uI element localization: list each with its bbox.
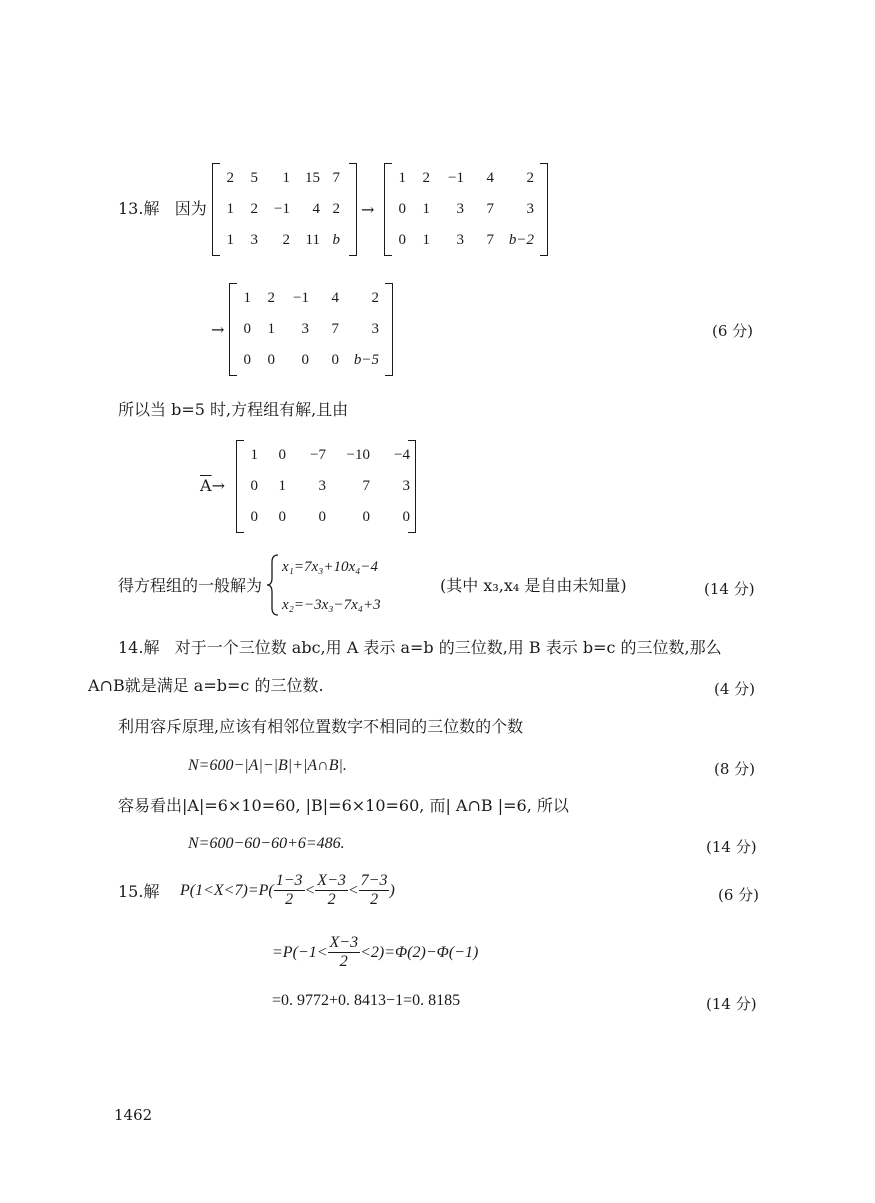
matrix-cell: 1: [422, 232, 430, 248]
matrix-cell: 0: [243, 321, 251, 337]
matrix-cell: −4: [394, 447, 410, 463]
matrix-cell: 2: [371, 290, 379, 306]
matrix-cell: 2: [332, 201, 340, 217]
problem-14-label: [118, 640, 722, 656]
score-14-a: (4 分): [714, 680, 756, 698]
matrix-cell: 3: [456, 232, 464, 248]
matrix-cell: 7: [331, 321, 339, 337]
matrix-cell: 1: [243, 290, 251, 306]
matrix-cell: b−2: [508, 232, 534, 248]
matrix-cell: 1: [282, 170, 290, 186]
matrix-cell: 3: [371, 321, 379, 337]
arrow-1: →: [361, 200, 375, 219]
matrix-cell: 0: [331, 352, 339, 368]
problem-14-line3: 利用容斥原理,应该有相邻位置数字不相同的三位数的个数: [118, 717, 524, 736]
matrix-cell: b: [332, 232, 340, 248]
fraction-3-denominator: 2: [370, 890, 379, 908]
matrix-cell: 1: [250, 447, 258, 463]
matrix-cell: 2: [267, 290, 275, 306]
a-bar-symbol: $\overline{A}$: [200, 476, 212, 495]
equation-x2: x₂=−3x₃−7x₄+3: [282, 597, 381, 613]
matrix-cell: 7: [486, 232, 494, 248]
fraction-1-numerator: 1−3: [275, 872, 303, 889]
matrix-grid: [220, 163, 349, 256]
matrix-cell: 1: [422, 201, 430, 217]
probability-line-2: [272, 934, 478, 971]
probability-line-1: [180, 872, 395, 909]
matrix-cell: 4: [331, 290, 339, 306]
matrix-cell: 2: [282, 232, 290, 248]
equation-n: N=600−|A|−|B|+|A∩B|.: [188, 757, 347, 774]
general-solution-label: 得方程组的一般解为: [118, 576, 263, 595]
matrix-cell: 1: [398, 170, 406, 186]
fraction-1: [274, 872, 305, 909]
left-bracket: [229, 283, 237, 376]
matrix-cell: 0: [267, 352, 275, 368]
left-bracket: [212, 163, 220, 256]
matrix-2: [384, 163, 548, 256]
matrix-cell: 7: [362, 478, 370, 494]
matrix-cell: 1: [278, 478, 286, 494]
matrix-cell: −1: [293, 290, 309, 306]
brace-icon: [266, 554, 280, 616]
matrix-grid: [244, 440, 408, 533]
matrix-1: [212, 163, 357, 256]
so-when-line: 所以当 b=5 时,方程组有解,且由: [118, 400, 349, 419]
arrow-3: →: [211, 476, 225, 495]
problem-14-line1: 对于一个三位数 abc,用 A 表示 a=b 的三位数,用 B 表示 b=c 的三位数,那么: [174, 638, 722, 657]
score-14-b: (8 分): [714, 760, 756, 778]
problem-13-label: [118, 201, 207, 217]
a-bar-label: [200, 478, 225, 494]
matrix-cell: 3: [526, 201, 534, 217]
problem-14-line2: A∩B就是满足 a=b=c 的三位数.: [88, 676, 324, 695]
matrix-cell: 0: [402, 509, 410, 525]
matrix-cell: 0: [278, 509, 286, 525]
matrix-cell: 11: [305, 232, 320, 248]
matrix-cell: 5: [250, 170, 258, 186]
matrix-cell: 2: [422, 170, 430, 186]
matrix-cell: 2: [526, 170, 534, 186]
problem-15-label: 15.解: [118, 882, 160, 901]
score-14-c: (14 分): [706, 838, 757, 856]
page-number: 1462: [114, 1106, 153, 1124]
right-bracket: [385, 283, 393, 376]
probability-line-2-right: <2)=Φ(2)−Φ(−1): [360, 943, 479, 961]
probability-line-3: =0. 9772+0. 8413−1=0. 8185: [272, 992, 461, 1009]
fraction-4-numerator: X−3: [329, 934, 359, 951]
matrix-cell: −7: [310, 447, 326, 463]
left-bracket: [384, 163, 392, 256]
problem-13-number: 13.解: [118, 199, 160, 218]
problem-14-number: 14.解: [118, 638, 160, 657]
fraction-3: [359, 872, 390, 909]
fraction-3-numerator: 7−3: [360, 872, 388, 889]
fraction-4: [328, 934, 361, 971]
equation-x1: x₁=7x₃+10x₄−4: [282, 559, 378, 575]
matrix-cell: 1: [226, 232, 234, 248]
matrix-cell: 0: [243, 352, 251, 368]
matrix-cell: 3: [456, 201, 464, 217]
matrix-cell: 0: [398, 232, 406, 248]
matrix-4: [236, 440, 416, 533]
probability-line-2-left: =P(−1<: [272, 943, 328, 961]
matrix-cell: 2: [250, 201, 258, 217]
probability-lhs: P(1<X<7)=P(: [180, 881, 274, 899]
matrix-cell: 3: [402, 478, 410, 494]
right-bracket: [540, 163, 548, 256]
matrix-3: [229, 283, 393, 376]
fraction-2: [315, 872, 348, 909]
matrix-cell: −10: [346, 447, 370, 463]
left-bracket: [236, 440, 244, 533]
matrix-cell: 7: [486, 201, 494, 217]
matrix-grid: [237, 283, 385, 376]
score-13-b: (14 分): [704, 580, 755, 598]
matrix-cell: 3: [318, 478, 326, 494]
equation-n-result: N=600−60−60+6=486.: [188, 835, 345, 852]
matrix-cell: 1: [267, 321, 275, 337]
score-15-b: (14 分): [706, 995, 757, 1013]
matrix-cell: 15: [305, 170, 320, 186]
matrix-cell: 7: [332, 170, 340, 186]
matrix-cell: 0: [250, 478, 258, 494]
fraction-2-denominator: 2: [327, 890, 336, 908]
fraction-4-denominator: 2: [339, 952, 348, 970]
matrix-cell: 1: [226, 201, 234, 217]
less-than-2: <: [347, 881, 359, 899]
matrix-cell: 0: [301, 352, 309, 368]
right-bracket: [408, 440, 416, 533]
matrix-cell: 3: [250, 232, 258, 248]
fraction-1-denominator: 2: [285, 890, 294, 908]
matrix-cell: 3: [301, 321, 309, 337]
because-text: 因为: [174, 199, 207, 218]
problem-14-line4: 容易看出|A|=6×10=60, |B|=6×10=60, 而| A∩B |=6, 所以: [118, 796, 569, 815]
matrix-cell: 0: [250, 509, 258, 525]
score-15-a: (6 分): [718, 886, 760, 904]
matrix-cell: 2: [226, 170, 234, 186]
matrix-cell: 0: [278, 447, 286, 463]
matrix-cell: 0: [318, 509, 326, 525]
matrix-grid: [392, 163, 540, 256]
right-bracket: [349, 163, 357, 256]
matrix-cell: −1: [448, 170, 464, 186]
score-13-a: (6 分): [712, 322, 754, 340]
matrix-cell: 0: [398, 201, 406, 217]
less-than-1: <: [304, 881, 316, 899]
matrix-cell: −1: [274, 201, 290, 217]
free-unknown-note: (其中 x₃,x₄ 是自由未知量): [440, 576, 627, 595]
matrix-cell: 0: [362, 509, 370, 525]
matrix-cell: 4: [312, 201, 320, 217]
fraction-2-numerator: X−3: [317, 872, 346, 889]
matrix-cell: 4: [486, 170, 494, 186]
matrix-cell: b−5: [353, 352, 379, 368]
arrow-2: →: [211, 320, 225, 339]
right-paren: ): [389, 881, 395, 899]
